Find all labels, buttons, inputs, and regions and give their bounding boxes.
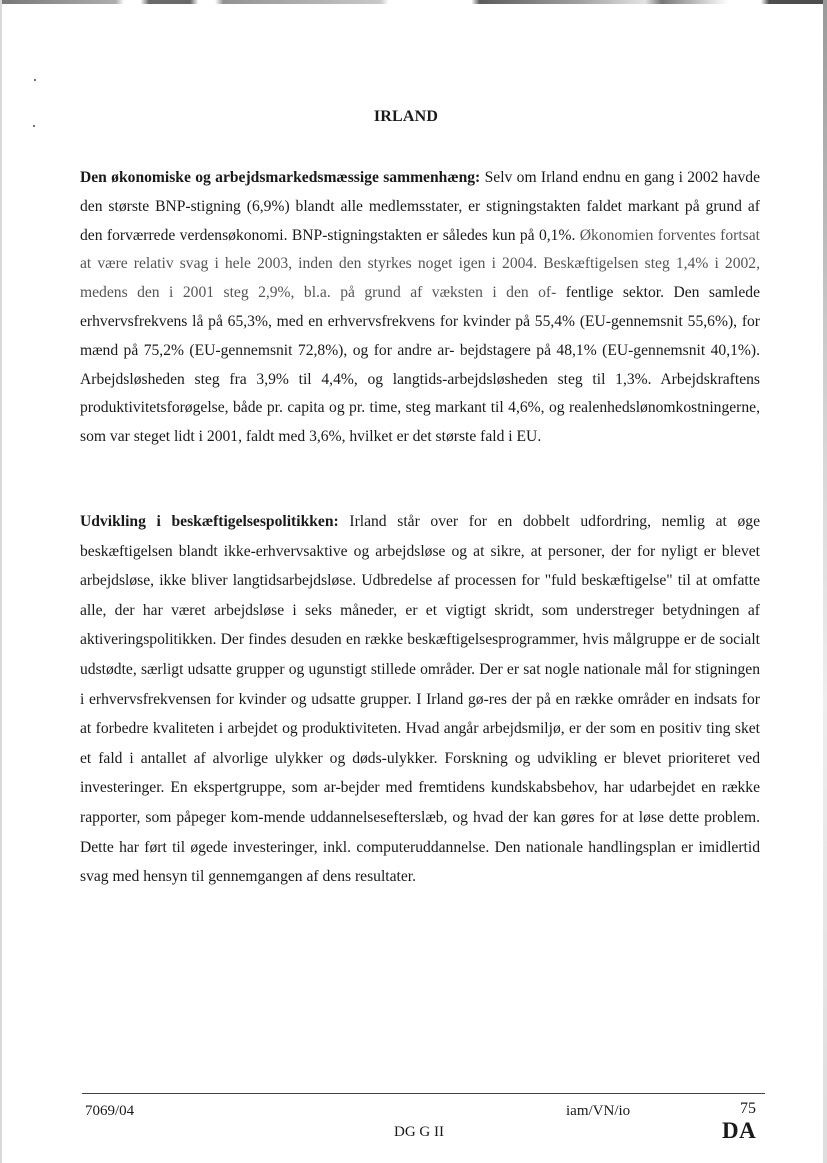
page-title: IRLAND <box>373 108 439 125</box>
section-economic-context <box>80 164 760 452</box>
footer-reference: 7069/04 <box>85 1103 135 1119</box>
section-body: Økonomien forventes fortsat at være relativ svag i hele 2003, inden den styrkes noget igen i 2004. Beskæftigelsen steg 1,4% i 2002, medens den i 2001 steg 2,9%, bl.a. på grund af væksten i den of- <box>80 226 761 302</box>
section-heading: Udvikling i beskæftigelsespolitikken: <box>80 513 339 530</box>
footer-page-number: 75 <box>740 1100 756 1117</box>
footer-department: DG G II <box>394 1124 444 1140</box>
scan-speck <box>34 79 36 81</box>
section-employment-policy <box>80 507 760 892</box>
footer-language-code: DA <box>722 1118 757 1143</box>
footer-divider <box>82 1093 765 1094</box>
scan-edge-left <box>0 0 2 1163</box>
scan-edge-right <box>823 0 827 1163</box>
section-body: bejdstagere på 48,1% (EU-gennemsnit 40,1%). Arbejdsløsheden steg fra 3,9% til 4,4%, og langtids-arbejdsløsheden steg til 1,3%. Arbejdskraftens produktivitetsforøgelse, både pr. capita og pr. time, <box>80 341 760 417</box>
section-body: fentlige sektor. Den samlede erhvervsfrekvens lå på 65,3%, med en erhvervsfrekvens for kvinder på 55,4% (EU-gennemsnit 55,6%), for mænd på 75,2% (EU-gennemsnit 72,8%), og for andre ar- <box>80 284 760 359</box>
section-body: Selv om Irland endnu en gang i 2002 havde den største BNP-stigning (6,9%) blandt alle medlemsstater, er stigningstakten faldet markant på grund af den forværrede verdensøkonomi. BNP-stigningstakten er således kun på 0,1%. <box>80 169 760 244</box>
scan-edge-top <box>0 0 827 4</box>
section-body: Irland står over for en dobbelt udfordring, nemlig at øge beskæftigelsen blandt ikke-erhvervsaktive og arbejdsløse og at sikre, at personer, der for nyligt er blevet arbejdsløse, ikke bliver langtidsarbejdsløse. Udbredelse af processen for "fuld beskæftigelse" til at omfatte alle, der har været arbejdsløse i seks måneder, er et vigtigt skridt, som understreger betydningen af aktiveringspolitikken. Der findes desuden en række beskæftigelsesprogrammer, hvis målgruppe er de socialt udstødte, særligt udsatte grupper og ugunstigt stillede områder. Der er sat nogle nationale mål for stigningen i erhvervsfrekvensen for kvinder og udsatte grupper. I Irland gø-res der på en række områder en indsats for at forbedre kvaliteten i arbejdet og produktiviteten. Hvad angår arbejdsmiljø, er der som en positiv ting sket et fald i antallet af alvorlige ulykker og døds-ulykker. Forskning og udvikling er blevet prioriteret ved investeringer. En ekspertgruppe, som ar-bejder med fremtidens kundskabsbehov, har udarbejdet en række rapporter, som påpeger kom-mende uddannelsesefterslæb, og hvad der kan gøres for at løse dette problem. Dette har ført til øgede investeringer, inkl. computeruddannelse. Den nationale handlingsplan er imidlertid svag med hensyn til gennemgangen af dens resultater. <box>80 513 760 886</box>
section-heading: Den økonomiske og arbejdsmarkedsmæssige sammenhæng: <box>80 169 481 186</box>
section-body: steg markant til 4,6%, og realenhedslønomkostningerne, som var steget lidt i 2001, faldt med 3,6%, hvilket er det største fald i EU. <box>80 399 760 446</box>
footer-initials: iam/VN/io <box>566 1103 631 1119</box>
